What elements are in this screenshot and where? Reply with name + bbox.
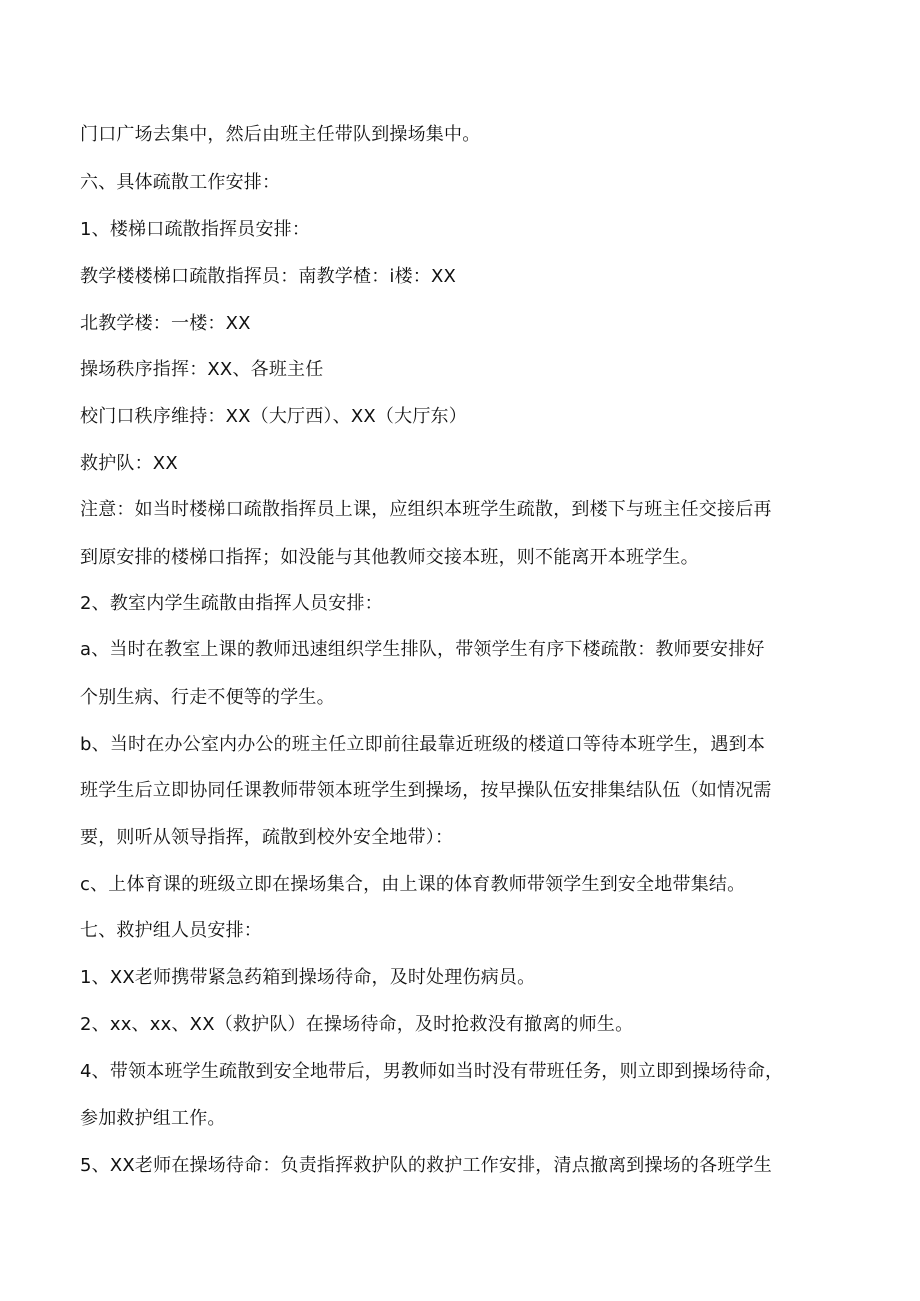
- text-line: 北教学楼：一楼：XX: [80, 313, 251, 334]
- text-line: 1、XX老师携带紧急药箱到操场待命，及时处理伤病员。: [80, 967, 536, 988]
- text-line: 4、带领本班学生疏散到安全地带后，男教师如当时没有带班任务，则立即到操场待命，: [80, 1061, 784, 1082]
- text-line: 到原安排的楼梯口指挥；如没能与其他教师交接本班，则不能离开本班学生。: [80, 547, 699, 568]
- text-line: 救护队：XX: [80, 453, 178, 474]
- text-line: 要，则听从领导指挥，疏散到校外安全地带）：: [80, 827, 454, 848]
- text-line: 门口广场去集中，然后由班主任带队到操场集中。: [80, 124, 481, 145]
- subheading-classroom-evacuation: 2、教室内学生疏散由指挥人员安排：: [80, 593, 383, 614]
- text-line: a、当时在教室上课的教师迅速组织学生排队，带领学生有序下楼疏散：教师要安排好: [80, 639, 765, 660]
- text-line: 注意：如当时楼梯口疏散指挥员上课，应组织本班学生疏散，到楼下与班主任交接后再: [80, 499, 772, 520]
- text-line: b、当时在办公室内办公的班主任立即前往最靠近班级的楼道口等待本班学生，遇到本: [80, 734, 766, 755]
- text-line: c、上体育课的班级立即在操场集合，由上课的体育教师带领学生到安全地带集结。: [80, 874, 746, 895]
- text-line: 教学楼楼梯口疏散指挥员：南教学楂：i楼：XX: [80, 266, 457, 287]
- text-line: 2、xx、xx、XX（救护队）在操场待命，及时抢救没有撤离的师生。: [80, 1014, 634, 1035]
- text-line: 班学生后立即协同任课教师带领本班学生到操场，按早操队伍安排集结队伍（如情况需: [80, 780, 772, 801]
- subheading-stairway-commanders: 1、楼梯口疏散指挥员安排：: [80, 219, 311, 240]
- text-line: 个别生病、行走不便等的学生。: [80, 687, 335, 708]
- text-line: 参加救护组工作。: [80, 1108, 226, 1129]
- section-heading-6: 六、具体疏散工作安排：: [80, 172, 281, 193]
- text-line: 操场秩序指挥：XX、各班主任: [80, 359, 324, 380]
- section-heading-7: 七、救护组人员安排：: [80, 920, 262, 941]
- text-line: 5、XX老师在操场待命：负责指挥救护队的救护工作安排，清点撤离到操场的各班学生: [80, 1155, 772, 1176]
- text-line: 校门口秩序维持：XX（大厅西）、XX（大厅东）: [80, 406, 467, 427]
